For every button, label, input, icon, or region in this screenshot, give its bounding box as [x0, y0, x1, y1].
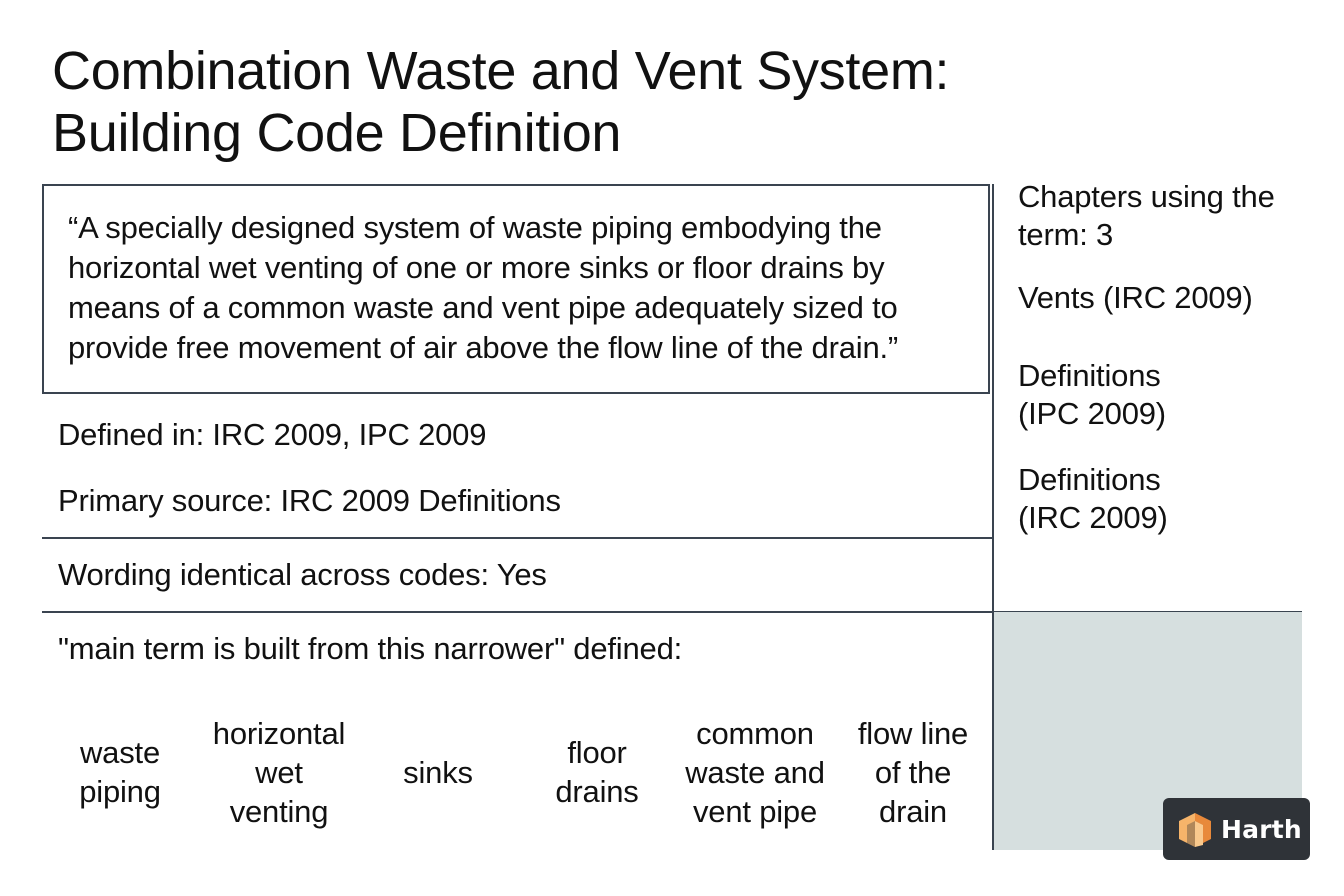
divider-after-sources	[42, 537, 992, 539]
primary-source-text: Primary source: IRC 2009 Definitions	[58, 483, 561, 518]
defined-in-text: Defined in: IRC 2009, IPC 2009	[58, 417, 487, 452]
narrower-term: floor drains	[555, 735, 639, 809]
harth-logo-icon	[1175, 809, 1215, 849]
narrower-terms-list	[40, 706, 992, 838]
chapters-count: Chapters using the term: 3	[1018, 179, 1275, 252]
narrower-term: common waste and vent pipe	[685, 715, 825, 829]
chapter-item: Vents (IRC 2009)	[1018, 280, 1253, 315]
narrower-terms-heading: "main term is built from this narrower" defined:	[58, 631, 683, 666]
chapter-item: Definitions (IPC 2009)	[1018, 358, 1166, 431]
narrower-term: horizontal wet venting	[212, 715, 346, 829]
page-title-line-1: Combination Waste and Vent System:	[52, 41, 950, 101]
definition-quote-box	[42, 184, 990, 394]
page-title-line-2: Building Code Definition	[52, 103, 622, 163]
narrower-term: waste piping	[79, 735, 161, 809]
harth-logo	[1163, 798, 1310, 860]
narrower-term: sinks	[403, 754, 473, 790]
definition-quote-text: “A specially designed system of waste piping embodying the horizontal wet venting of one or more sinks or floor drains by means of a common waste and vent pipe adequately sized to provide free movement of air above the flow line of the drain.”	[68, 210, 899, 365]
chapter-item: Definitions (IRC 2009)	[1018, 462, 1168, 535]
wording-identical-text: Wording identical across codes: Yes	[58, 557, 547, 592]
page-title	[52, 40, 1052, 164]
narrower-term: flow line of the drain	[857, 715, 969, 829]
harth-logo-text: Harth	[1221, 814, 1302, 844]
